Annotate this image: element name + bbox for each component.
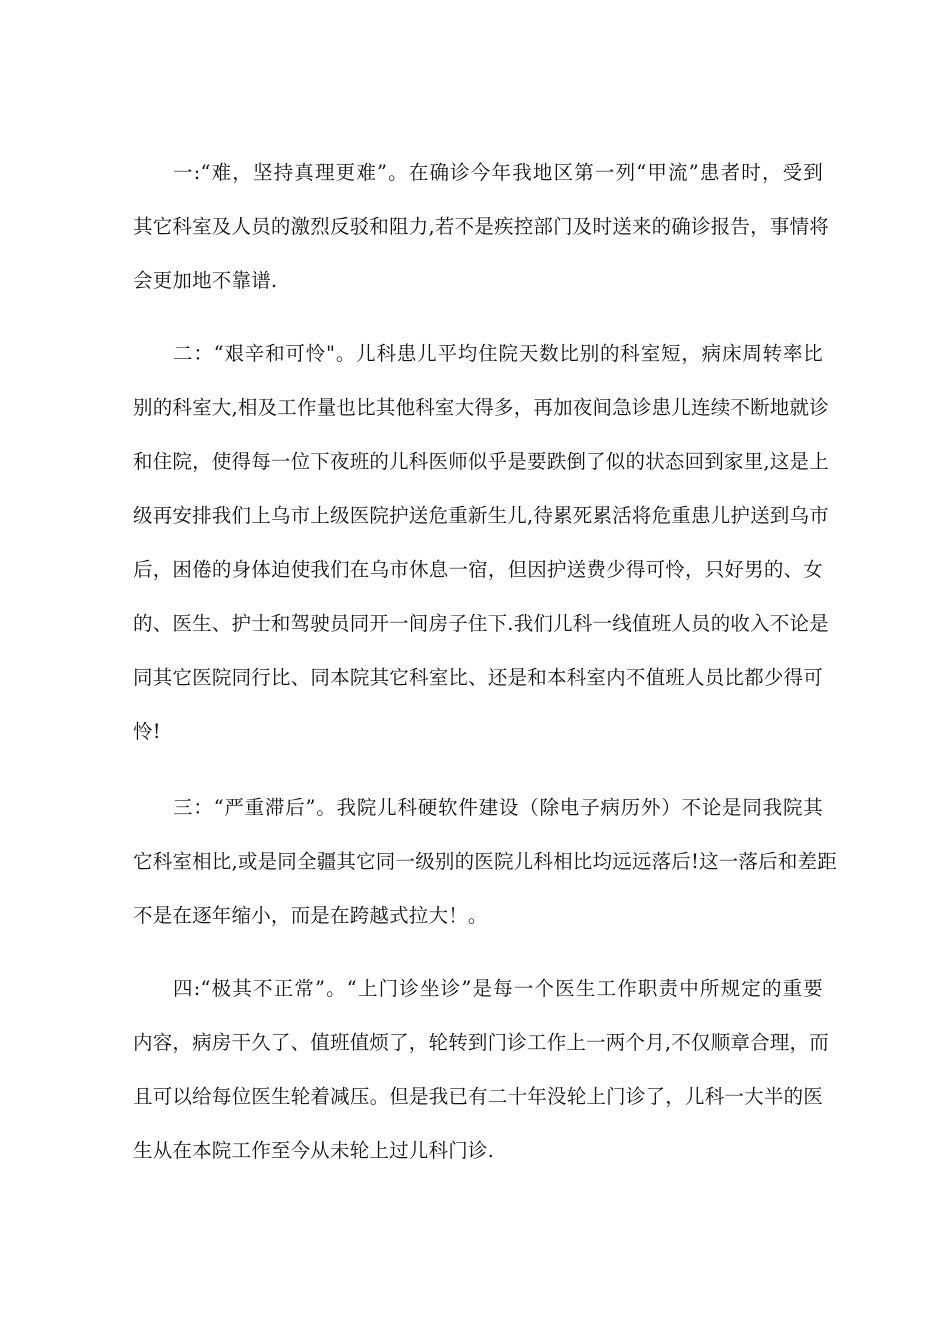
paragraph-line: 不是在逐年缩小，而是在跨越式拉大！。	[133, 904, 488, 927]
paragraph-line: 一:“难，坚持真理更难”。在确诊今年我地区第一列“甲流”患者时，受到	[173, 161, 823, 184]
paragraph-line: 生从在本院工作至今从未轮上过儿科门诊.	[133, 1139, 494, 1162]
paragraph-line: 同其它医院同行比、同本院其它科室比、还是和本科室内不值班人员比都少得可	[133, 666, 823, 689]
paragraph-line: 的、医生、护士和驾驶员同开一间房子住下.我们儿科一线值班人员的收入不论是	[133, 612, 829, 635]
paragraph-line: 级再安排我们上乌市上级医院护送危重新生儿,待累死累活将危重患儿护送到乌市	[133, 504, 829, 527]
paragraph-line: 会更加地不靠谱.	[133, 269, 278, 292]
paragraph-line: 四:“极其不正常”。“上门诊坐诊”是每一个医生工作职责中所规定的重要	[173, 977, 823, 1000]
paragraph-line: 其它科室及人员的激烈反驳和阻力,若不是疾控部门及时送来的确诊报告，事情将	[133, 215, 829, 238]
paragraph-line: 和住院，使得每一位下夜班的儿科医师似乎是要跌倒了似的状态回到家里,这是上	[133, 450, 829, 473]
paragraph-line: 二：“艰辛和可怜"。儿科患儿平均住院天数比别的科室短，病床周转率比	[173, 342, 823, 365]
paragraph-line: 后，困倦的身体迫使我们在乌市休息一宿，但因护送费少得可怜，只好男的、女	[133, 558, 823, 581]
paragraph-line: 且可以给每位医生轮着减压。但是我已有二十年没轮上门诊了，儿科一大半的医	[133, 1085, 823, 1108]
paragraph-line: 内容，病房干久了、值班值烦了，轮转到门诊工作上一两个月,不仅顺章合理，而	[133, 1031, 829, 1054]
paragraph-line: 怜!	[133, 720, 161, 743]
paragraph-line: 别的科室大,相及工作量也比其他科室大得多，再加夜间急诊患儿连续不断地就诊	[133, 396, 829, 419]
paragraph-line: 它科室相比,或是同全疆其它同一级别的医院儿科相比均远远落后!这一落后和差距	[133, 850, 837, 873]
paragraph-line: 三：“严重滞后”。我院儿科硬软件建设（除电子病历外）不论是同我院其	[173, 796, 823, 819]
